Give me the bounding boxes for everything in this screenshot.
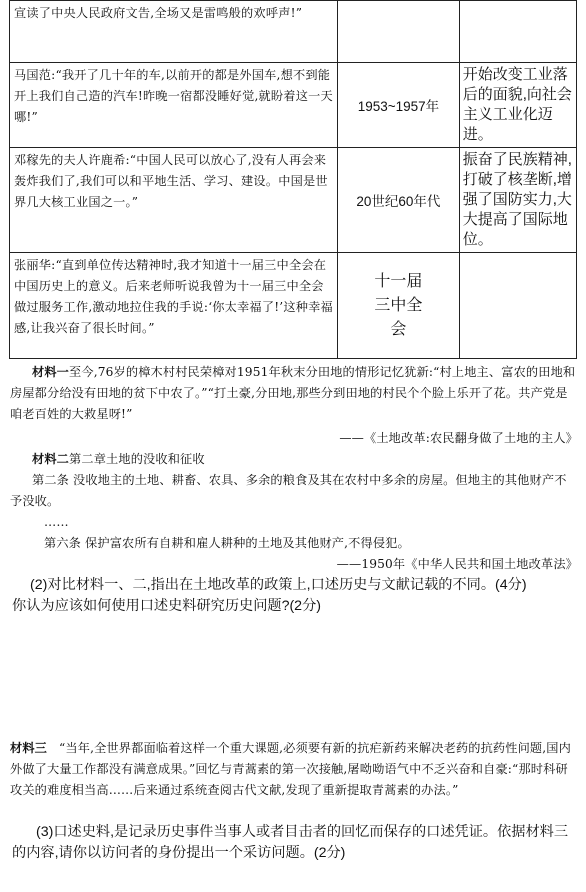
table-row [10, 1, 577, 63]
time-cell [338, 1, 460, 63]
time-cell: 1953~1957年 [338, 63, 460, 148]
quote-cell: 宣读了中央人民政府文告,全场又是雷鸣般的欢呼声!” [10, 1, 338, 63]
material-3-label: 材料三 [10, 741, 48, 755]
meaning-cell: 振奋了民族精神,打破了核垄断,增强了国防实力,大大提高了国际地位。 [459, 148, 576, 253]
table-row [10, 148, 577, 253]
material-1-source: ——《土地改革:农民翻身做了土地的主人》 [339, 431, 578, 445]
material-2-article-2: 第二条 没收地主的土地、耕畜、农具、多余的粮食及其在农村中多余的房屋。但地主的其他财产不予没收。 [10, 473, 567, 508]
material-2-source: ——1950年《中华人民共和国土地改革法》 [336, 557, 578, 571]
meaning-cell: 开始改变工业落后的面貌,向社会主义工业化迈进。 [459, 63, 576, 148]
material-2-article-6: 第六条 保护富农所有自耕和雇人耕种的土地及其他财产,不得侵犯。 [44, 536, 410, 550]
quote-cell: 马国范:“我开了几十年的车,以前开的都是外国车,想不到能开上我们自己造的汽车!昨晚一宿都没睡好觉,就盼着这一天哪!” [10, 63, 338, 148]
table-row [10, 63, 577, 148]
meaning-cell [459, 1, 576, 63]
time-cell: 20世纪60年代 [338, 148, 460, 253]
material-1 [10, 362, 578, 425]
material-2-ellipsis: …… [44, 515, 69, 529]
material-3-text: “当年,全世界都面临着这样一个重大课题,必须要有新的抗疟新药来解决老药的抗药性问题,国内外做了大量工作都没有满意成果。”回忆与青蒿素的第一次接触,屠呦呦语气中不乏兴奋和自豪:“那时科研攻关的难度相当高……后来通过系统查阅古代文献,发现了重新提取青蒿素的办法。” [10, 741, 571, 797]
quote-cell: 邓稼先的夫人许鹿希:“中国人民可以放心了,没有人再会来轰炸我们了,我们可以和平地生活、学习、建设。中国是世界几大核工业国之一。” [10, 148, 338, 253]
material-2-heading-line [10, 449, 578, 470]
question-2-line-2: 你认为应该如何使用口述史料研究历史问题?(2分) [12, 598, 321, 614]
quote-cell: 张丽华:“直到单位传达精神时,我才知道十一届三中全会在中国历史上的意义。后来老师听说我曾为十一届三中全会做过服务工作,激动地拉住我的手说:‘你太幸福了!’这种幸福感,让我兴奋了很长时间。” [10, 253, 338, 359]
material-3 [10, 738, 578, 801]
material-2-label: 材料二 [32, 452, 70, 466]
oral-history-table [9, 0, 577, 359]
table-row [10, 253, 577, 359]
material-1-label: 材料一 [32, 365, 70, 379]
time-text: 十一届三中全会 [374, 272, 423, 338]
time-cell [338, 253, 460, 359]
question-2-line-1: (2)对比材料一、二,指出在土地改革的政策上,口述历史与文献记载的不同。(4分) [30, 577, 527, 593]
material-1-text: 至今,76岁的樟木村村民荣樟对1951年秋末分田地的情形记忆犹新:“村上地主、富农的田地和房屋都分给没有田地的贫下中农了。”“打土豪,分田地,那些分到田地的村民个个脸上乐开了花。共产党是咱老百姓的大救星呀!” [10, 365, 576, 421]
material-2-heading: 第二章土地的没收和征收 [69, 452, 205, 466]
question-3: (3)口述史料,是记录历史事件当事人或者目击者的回忆而保存的口述凭证。依据材料三的内容,请你以访问者的身份提出一个采访问题。(2分) [12, 824, 569, 861]
meaning-cell [459, 253, 576, 359]
